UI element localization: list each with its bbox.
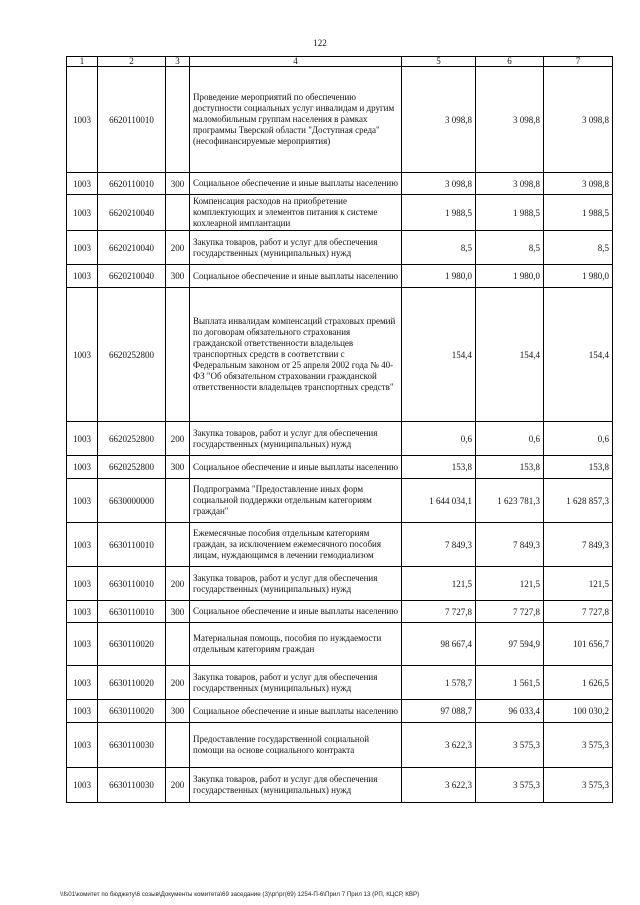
- table-row: [67, 67, 613, 173]
- cell-amount-col7: 121,5: [544, 567, 613, 601]
- cell-amount-col5: 0,6: [402, 422, 476, 456]
- cell-amount-col6: 1 988,5: [476, 195, 544, 231]
- cell-expense-type: 200: [166, 567, 190, 601]
- cell-amount-col5: 1 578,7: [402, 666, 476, 700]
- header-col-4: 4: [190, 57, 402, 67]
- cell-name: Выплата инвалидам компенсаций страховых премий по договорам обязательного страхования гражданской ответственности владельцев транспортных средств в соответствии с Федеральным законом от 25 апреля 2002 года № 40-ФЗ "Об обязательном страховании гражданской ответственности владельцев транспортных средств": [190, 288, 402, 422]
- cell-amount-col5: 1 644 034,1: [402, 479, 476, 523]
- cell-code: 6620252800: [98, 456, 166, 479]
- cell-amount-col5: 97 088,7: [402, 700, 476, 723]
- table-row: [67, 523, 613, 567]
- cell-code: 6630110030: [98, 723, 166, 768]
- cell-name: Закупка товаров, работ и услуг для обеспечения государственных (муниципальных) нужд: [190, 422, 402, 456]
- cell-amount-col5: 8,5: [402, 231, 476, 265]
- cell-code: 6630110020: [98, 623, 166, 666]
- cell-expense-type: [166, 723, 190, 768]
- cell-amount-col7: 7 727,8: [544, 601, 613, 623]
- cell-amount-col6: 97 594,9: [476, 623, 544, 666]
- cell-amount-col5: 3 622,3: [402, 768, 476, 803]
- cell-code: 6630110010: [98, 523, 166, 567]
- table-row: [67, 700, 613, 723]
- cell-section: 1003: [67, 479, 98, 523]
- cell-amount-col6: 153,8: [476, 456, 544, 479]
- cell-amount-col7: 7 849,3: [544, 523, 613, 567]
- cell-section: 1003: [67, 422, 98, 456]
- cell-name: Социальное обеспечение и иные выплаты населению: [190, 265, 402, 288]
- cell-code: 6620210040: [98, 231, 166, 265]
- cell-amount-col7: 153,8: [544, 456, 613, 479]
- cell-amount-col6: 1 623 781,3: [476, 479, 544, 523]
- cell-expense-type: 300: [166, 456, 190, 479]
- cell-name: Компенсация расходов на приобретение комплектующих и элементов питания к системе кохлеарной имплантации: [190, 195, 402, 231]
- cell-expense-type: 300: [166, 700, 190, 723]
- cell-name: Социальное обеспечение и иные выплаты населению: [190, 456, 402, 479]
- cell-amount-col7: 101 656,7: [544, 623, 613, 666]
- cell-name: Материальная помощь, пособия по нуждаемости отдельным категориям граждан: [190, 623, 402, 666]
- cell-amount-col5: 7 727,8: [402, 601, 476, 623]
- cell-name: Закупка товаров, работ и услуг для обеспечения государственных (муниципальных) нужд: [190, 666, 402, 700]
- cell-amount-col7: 100 030,2: [544, 700, 613, 723]
- file-path-footer: \\fs01\комитет по бюджету\6 созыв\Документы комитета\69 заседание (3)\рг\рг(69) 1254-П-6\Прил 7 Прил 13 (РП, КЦСР, КВР): [60, 891, 420, 898]
- cell-code: 6620210040: [98, 265, 166, 288]
- cell-name: Закупка товаров, работ и услуг для обеспечения государственных (муниципальных) нужд: [190, 231, 402, 265]
- table-row: [67, 479, 613, 523]
- cell-amount-col6: 96 033,4: [476, 700, 544, 723]
- cell-amount-col6: 121,5: [476, 567, 544, 601]
- cell-amount-col6: 7 727,8: [476, 601, 544, 623]
- cell-code: 6620210040: [98, 195, 166, 231]
- cell-amount-col7: 1 980,0: [544, 265, 613, 288]
- cell-amount-col7: 3 098,8: [544, 67, 613, 173]
- cell-section: 1003: [67, 288, 98, 422]
- cell-name: Подпрограмма "Предоставление иных форм социальной поддержки отдельным категориям граждан": [190, 479, 402, 523]
- cell-name: Ежемесячные пособия отдельным категориям граждан, за исключением ежемесячного пособия лицам, нуждающимся в лечении гемодиализом: [190, 523, 402, 567]
- cell-expense-type: [166, 67, 190, 173]
- table-row: [67, 601, 613, 623]
- table-row: [67, 195, 613, 231]
- cell-section: 1003: [67, 456, 98, 479]
- cell-code: 6630110020: [98, 700, 166, 723]
- cell-amount-col7: 0,6: [544, 422, 613, 456]
- cell-amount-col6: 0,6: [476, 422, 544, 456]
- cell-expense-type: 200: [166, 231, 190, 265]
- cell-amount-col6: 7 849,3: [476, 523, 544, 567]
- cell-amount-col7: 154,4: [544, 288, 613, 422]
- cell-amount-col5: 153,8: [402, 456, 476, 479]
- cell-section: 1003: [67, 523, 98, 567]
- cell-code: 6630110020: [98, 666, 166, 700]
- cell-section: 1003: [67, 265, 98, 288]
- cell-amount-col5: 7 849,3: [402, 523, 476, 567]
- cell-amount-col5: 1 988,5: [402, 195, 476, 231]
- table-row: [67, 567, 613, 601]
- cell-amount-col6: 3 098,8: [476, 67, 544, 173]
- cell-name: Социальное обеспечение и иные выплаты населению: [190, 173, 402, 195]
- cell-section: 1003: [67, 231, 98, 265]
- cell-section: 1003: [67, 666, 98, 700]
- cell-code: 6620252800: [98, 288, 166, 422]
- cell-expense-type: [166, 623, 190, 666]
- cell-code: 6620252800: [98, 422, 166, 456]
- cell-amount-col5: 3 098,8: [402, 67, 476, 173]
- cell-amount-col7: 1 626,5: [544, 666, 613, 700]
- cell-section: 1003: [67, 623, 98, 666]
- cell-amount-col5: 121,5: [402, 567, 476, 601]
- table-row: [67, 768, 613, 803]
- cell-amount-col6: 3 098,8: [476, 173, 544, 195]
- header-col-5: 5: [402, 57, 476, 67]
- cell-amount-col7: 1 988,5: [544, 195, 613, 231]
- cell-section: 1003: [67, 567, 98, 601]
- cell-section: 1003: [67, 700, 98, 723]
- table-row: [67, 723, 613, 768]
- table-row: [67, 623, 613, 666]
- cell-section: 1003: [67, 67, 98, 173]
- table-row: [67, 422, 613, 456]
- cell-amount-col5: 98 667,4: [402, 623, 476, 666]
- table-header-row: [67, 57, 613, 67]
- table-row: [67, 231, 613, 265]
- table-row: [67, 265, 613, 288]
- cell-section: 1003: [67, 601, 98, 623]
- cell-name: Предоставление государственной социальной помощи на основе социального контракта: [190, 723, 402, 768]
- cell-amount-col5: 3 622,3: [402, 723, 476, 768]
- cell-code: 6630110030: [98, 768, 166, 803]
- cell-expense-type: 300: [166, 173, 190, 195]
- cell-amount-col6: 1 980,0: [476, 265, 544, 288]
- page-number: 122: [313, 38, 327, 48]
- cell-expense-type: [166, 523, 190, 567]
- cell-amount-col5: 3 098,8: [402, 173, 476, 195]
- cell-section: 1003: [67, 723, 98, 768]
- cell-amount-col5: 154,4: [402, 288, 476, 422]
- cell-expense-type: 200: [166, 666, 190, 700]
- cell-amount-col7: 3 575,3: [544, 723, 613, 768]
- table-row: [67, 456, 613, 479]
- cell-amount-col6: 1 561,5: [476, 666, 544, 700]
- cell-expense-type: [166, 288, 190, 422]
- header-col-7: 7: [544, 57, 613, 67]
- table-row: [67, 666, 613, 700]
- cell-name: Проведение мероприятий по обеспечению доступности социальных услуг инвалидам и другим маломобильным группам населения в рамках программы Тверской области "Доступная среда" (несофинансируемые мероприятия): [190, 67, 402, 173]
- table-row: [67, 288, 613, 422]
- header-col-3: 3: [166, 57, 190, 67]
- cell-name: Социальное обеспечение и иные выплаты населению: [190, 601, 402, 623]
- cell-amount-col7: 8,5: [544, 231, 613, 265]
- cell-amount-col6: 154,4: [476, 288, 544, 422]
- cell-section: 1003: [67, 768, 98, 803]
- cell-section: 1003: [67, 173, 98, 195]
- cell-name: Социальное обеспечение и иные выплаты населению: [190, 700, 402, 723]
- cell-expense-type: 200: [166, 768, 190, 803]
- table-body: [67, 67, 613, 803]
- cell-code: 6620110010: [98, 67, 166, 173]
- cell-amount-col7: 3 575,3: [544, 768, 613, 803]
- cell-code: 6630110010: [98, 567, 166, 601]
- cell-name: Закупка товаров, работ и услуг для обеспечения государственных (муниципальных) нужд: [190, 768, 402, 803]
- cell-code: 6620110010: [98, 173, 166, 195]
- header-col-6: 6: [476, 57, 544, 67]
- header-col-2: 2: [98, 57, 166, 67]
- cell-expense-type: [166, 195, 190, 231]
- cell-name: Закупка товаров, работ и услуг для обеспечения государственных (муниципальных) нужд: [190, 567, 402, 601]
- cell-amount-col7: 3 098,8: [544, 173, 613, 195]
- cell-amount-col7: 1 628 857,3: [544, 479, 613, 523]
- cell-expense-type: 300: [166, 265, 190, 288]
- cell-section: 1003: [67, 195, 98, 231]
- cell-amount-col6: 3 575,3: [476, 723, 544, 768]
- cell-code: 6630110010: [98, 601, 166, 623]
- cell-expense-type: [166, 479, 190, 523]
- cell-amount-col6: 8,5: [476, 231, 544, 265]
- cell-code: 6630000000: [98, 479, 166, 523]
- cell-amount-col5: 1 980,0: [402, 265, 476, 288]
- cell-amount-col6: 3 575,3: [476, 768, 544, 803]
- cell-expense-type: 300: [166, 601, 190, 623]
- header-col-1: 1: [67, 57, 98, 67]
- table-row: [67, 173, 613, 195]
- budget-table: [66, 56, 613, 803]
- cell-expense-type: 200: [166, 422, 190, 456]
